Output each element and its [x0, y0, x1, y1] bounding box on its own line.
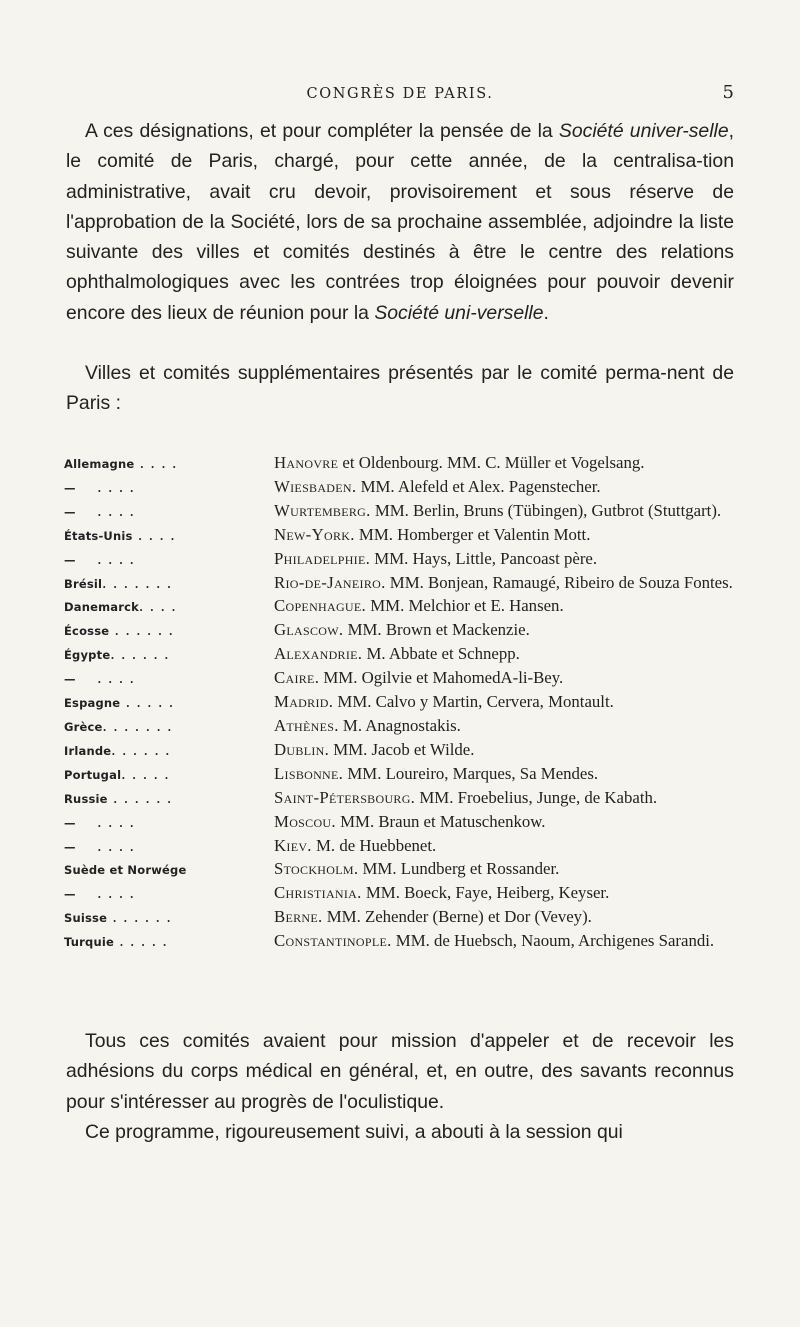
committee-members: MM. Ogilvie et MahomedA-li-Bey. — [319, 668, 564, 688]
country-name: — — [64, 672, 76, 687]
dot-leader: . . . . . . — [109, 620, 175, 640]
dot-leader: . . . . — [75, 476, 136, 496]
country-name: Portugal — [64, 767, 122, 782]
list-entry — [64, 811, 734, 835]
running-header — [66, 82, 734, 106]
entry-country — [64, 858, 274, 882]
dot-leader: . . . . . . — [107, 907, 172, 927]
entry-detail — [274, 595, 734, 619]
dot-leader: . . . . — [134, 453, 178, 472]
committee-members: MM. Lundberg et Rossander. — [358, 859, 560, 879]
country-name: Grèce — [64, 719, 103, 734]
entry-detail — [274, 739, 734, 763]
entry-country — [64, 619, 274, 643]
committee-members: MM. Zehender (Berne) et Dor (Vevey). — [322, 907, 592, 927]
city-name: New-York. — [274, 524, 355, 544]
dot-leader: . . . . . — [121, 763, 170, 783]
entry-detail — [274, 524, 734, 548]
entry-detail — [274, 811, 734, 835]
dot-leader: . . . . . . — [110, 644, 170, 664]
entry-country — [64, 572, 274, 596]
entry-country — [64, 476, 274, 500]
list-intro: Villes et comités supplémentaires présentés par le comité perma-nent de Paris : — [66, 362, 734, 415]
city-name: Copenhague. — [274, 596, 367, 616]
committee-members: MM. de Huebsch, Naoum, Archigenes Sarandi. — [391, 931, 715, 951]
entry-country — [64, 667, 274, 691]
dot-leader: . . . . . . — [107, 787, 173, 807]
list-entry — [64, 835, 734, 859]
dot-leader: . . . . — [75, 835, 136, 855]
city-name: Kiev. — [274, 835, 312, 855]
committee-members: MM. Loureiro, Marques, Sa Mendes. — [343, 763, 599, 783]
entry-detail — [274, 476, 734, 500]
city-name: Alexandrie. — [274, 644, 363, 664]
list-entry — [64, 548, 734, 572]
intro-paragraph — [66, 116, 734, 328]
list-entry — [64, 906, 734, 930]
list-entry — [64, 476, 734, 500]
country-name: Écosse — [64, 624, 110, 639]
entry-detail — [274, 619, 734, 643]
committee-members: M. de Huebbenet. — [311, 835, 437, 855]
list-entry — [64, 619, 734, 643]
committee-list — [64, 452, 734, 954]
dot-leader: . . . . . — [114, 931, 168, 951]
dot-leader: . . . . — [75, 883, 136, 903]
list-entry — [64, 930, 734, 954]
closing-paragraph-1: Tous ces comités avaient pour mission d'appeler et de recevoir les adhésions du corps médical en général, et, en outre, des savants reconnus pour s'intéresser au progrès de l'oculistique. — [66, 1030, 734, 1113]
committee-members: MM. Boeck, Faye, Heiberg, Keyser. — [361, 883, 610, 903]
city-name: Glascow. — [274, 620, 344, 640]
country-name: Russie — [64, 791, 108, 806]
entry-country — [64, 500, 274, 524]
intro-text-3: . — [543, 301, 549, 324]
entry-detail — [274, 452, 734, 476]
entry-country — [64, 548, 274, 572]
list-entry — [64, 763, 734, 787]
committee-members: MM. Bonjean, Ramaugé, Ribeiro de Souza Fontes. — [385, 572, 733, 592]
city-name: Moscou. — [274, 811, 336, 831]
city-name: Wurtemberg. — [274, 500, 371, 520]
country-name: — — [64, 552, 76, 567]
dot-leader: . . . . . . — [111, 739, 171, 759]
list-entry — [64, 882, 734, 906]
list-entry — [64, 739, 734, 763]
city-name: Rio-de-Janeiro. — [274, 572, 386, 592]
country-name: — — [64, 815, 76, 830]
committee-members: M. Anagnostakis. — [338, 715, 461, 735]
city-name: Lisbonne. — [274, 763, 344, 783]
intro-italic-1: Société univer-selle — [558, 120, 729, 142]
entry-country — [64, 930, 274, 954]
dot-leader: . . . . — [75, 500, 136, 520]
country-name: Suède et Norwége — [64, 863, 187, 878]
entry-detail — [274, 643, 734, 667]
country-name: Égypte — [64, 648, 111, 663]
entry-detail — [274, 500, 734, 524]
entry-detail — [274, 787, 734, 811]
list-entry — [64, 667, 734, 691]
entry-detail — [274, 548, 734, 572]
country-name: Irlande — [64, 743, 112, 758]
country-name: États-Unis — [64, 528, 133, 543]
committee-members: MM. Calvo y Martin, Cervera, Montault. — [333, 692, 614, 712]
country-name: — — [64, 504, 76, 519]
dot-leader: . . . . — [75, 548, 136, 568]
city-name: Berne. — [274, 907, 323, 927]
list-entry — [64, 715, 734, 739]
dot-leader: . . . . — [132, 524, 176, 544]
city-name: Wiesbaden. — [274, 476, 357, 496]
city-name: Dublin. — [274, 739, 330, 759]
city-name: Caire. — [274, 668, 320, 688]
entry-detail — [274, 835, 734, 859]
list-entry — [64, 452, 734, 476]
page-number: 5 — [722, 82, 734, 103]
entry-country — [64, 763, 274, 787]
committee-members: MM. Melchior et E. Hansen. — [366, 596, 564, 616]
entry-country — [64, 643, 274, 667]
list-entry — [64, 643, 734, 667]
list-entry — [64, 500, 734, 524]
committee-members: MM. Alefeld et Alex. Pagenstecher. — [356, 476, 601, 496]
entry-detail — [274, 930, 734, 954]
committee-members: MM. Jacob et Wilde. — [329, 739, 475, 759]
dot-leader: . . . . — [138, 596, 177, 616]
entry-country — [64, 691, 274, 715]
list-entry — [64, 524, 734, 548]
dot-leader: . . . . . . . — [102, 715, 173, 735]
dot-leader: . . . . — [75, 811, 136, 831]
intro-italic-2: Société uni-verselle — [374, 301, 544, 324]
dot-leader: . . . . . — [120, 692, 175, 712]
entry-detail — [274, 691, 734, 715]
country-name: — — [64, 839, 76, 854]
list-entry — [64, 787, 734, 811]
entry-detail — [274, 858, 734, 882]
committee-members: et Oldenbourg. MM. C. Müller et Vogelsang. — [338, 453, 645, 472]
intro-text-1: A ces désignations, et pour compléter la pensée de la — [85, 120, 559, 142]
list-entry — [64, 858, 734, 882]
closing-paragraph-2: Ce programme, rigoureusement suivi, a abouti à la session qui — [85, 1121, 623, 1143]
entry-country — [64, 787, 274, 811]
country-name: Allemagne — [64, 457, 135, 471]
country-name: — — [64, 480, 76, 495]
committee-members: M. Abbate et Schnepp. — [362, 644, 520, 664]
country-name: Brésil — [64, 576, 103, 591]
entry-country — [64, 835, 274, 859]
dot-leader: . . . . — [75, 668, 136, 688]
committee-members: MM. Hays, Little, Pancoast père. — [370, 548, 598, 568]
city-name: Saint-Pétersbourg. — [274, 787, 416, 807]
committee-members: MM. Berlin, Bruns (Tübingen), Gutbrot (Stuttgart). — [370, 500, 722, 520]
committee-members: MM. Homberger et Valentin Mott. — [354, 524, 591, 544]
entry-country — [64, 524, 274, 548]
entry-detail — [274, 572, 734, 596]
entry-country — [64, 906, 274, 930]
entry-country — [64, 739, 274, 763]
committee-members: MM. Froebelius, Junge, de Kabath. — [415, 787, 658, 807]
entry-country — [64, 715, 274, 739]
city-name: Hanovre — [274, 453, 339, 472]
list-entry — [64, 595, 734, 619]
city-name: Philadelphie. — [274, 548, 371, 568]
list-entry — [64, 572, 734, 596]
header-title: CONGRÈS DE PARIS. — [306, 86, 494, 102]
entry-detail — [274, 715, 734, 739]
city-name: Athènes. — [274, 715, 339, 735]
city-name: Stockholm. — [274, 859, 359, 879]
entry-detail — [274, 906, 734, 930]
country-name: Espagne — [64, 696, 121, 711]
city-name: Constantinople. — [274, 931, 392, 951]
committee-members: MM. Brown et Mackenzie. — [343, 620, 530, 640]
committee-members: MM. Braun et Matuschenkow. — [335, 811, 546, 831]
entry-country — [64, 595, 274, 619]
dot-leader: . . . . . . . — [102, 572, 173, 592]
list-entry — [64, 691, 734, 715]
entry-country — [64, 452, 274, 476]
entry-detail — [274, 763, 734, 787]
entry-country — [64, 882, 274, 906]
country-name: Suisse — [64, 911, 108, 926]
city-name: Madrid. — [274, 692, 334, 712]
country-name: — — [64, 887, 76, 902]
entry-country — [64, 811, 274, 835]
entry-detail — [274, 882, 734, 906]
entry-detail — [274, 667, 734, 691]
intro-text-2: , le comité de Paris, chargé, pour cette année, de la centralisa-tion administrative, avait cru devoir, provisoirement et sous réserve de l'approbation de la Société, lors de sa prochaine assemblée, adjoindre la liste suivante des villes et comités destinés à être le centre des relations ophthalmologiques avec les contrées trop éloignées pour pouvoir devenir encore des lieux de réunion pour la — [66, 120, 734, 324]
country-name: Turquie — [64, 935, 114, 950]
country-name: Danemarck — [64, 600, 139, 615]
city-name: Christiania. — [274, 883, 362, 903]
